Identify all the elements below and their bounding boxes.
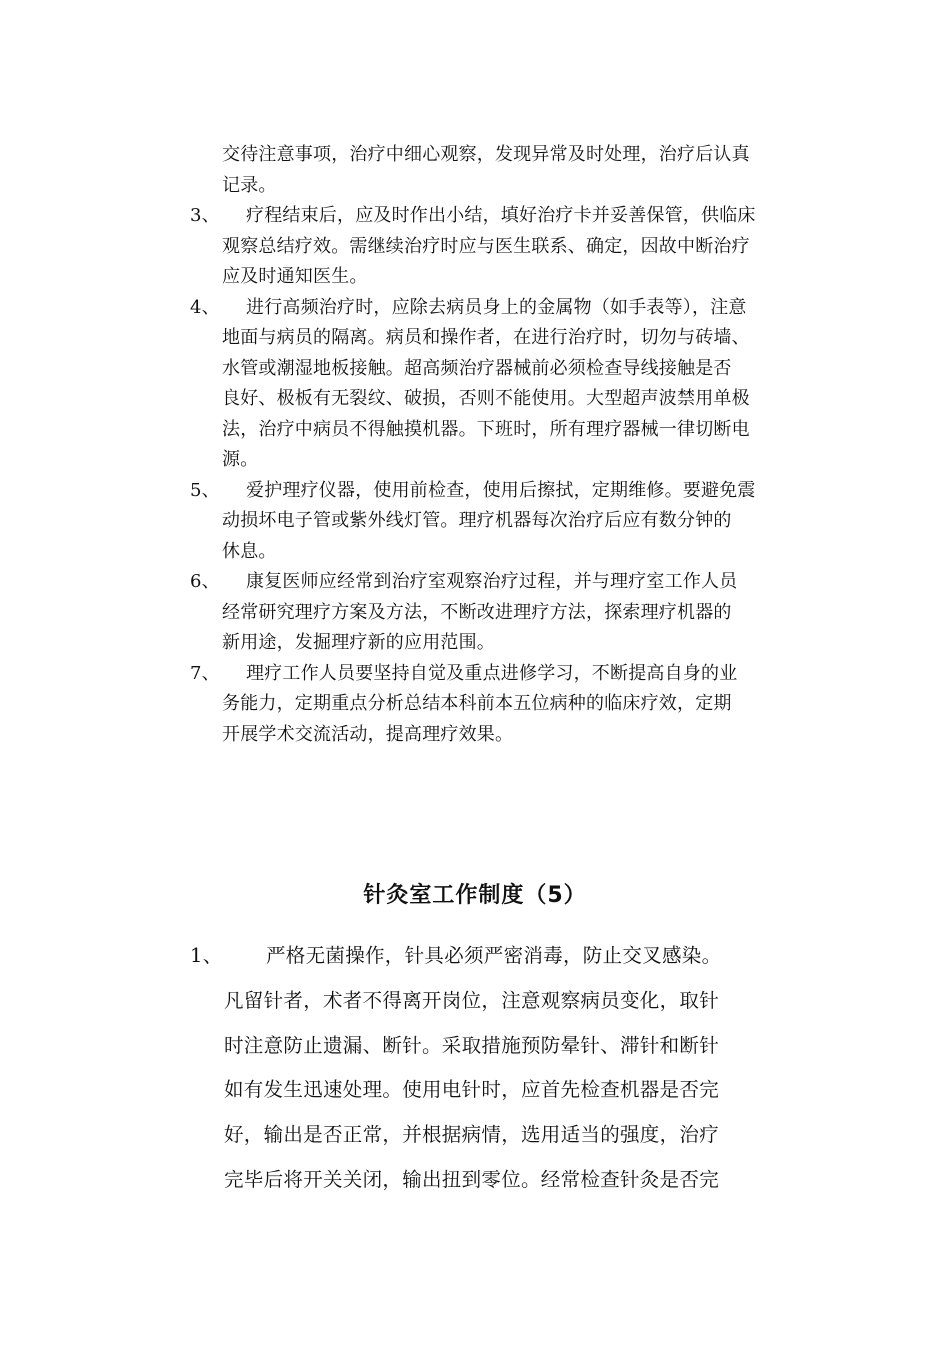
list-line — [190, 979, 810, 1024]
list-line — [190, 720, 790, 751]
list-line — [190, 384, 790, 415]
item-text-continuation: 交待注意事项，治疗中细心观察，发现异常及时处理，治疗后认真 — [222, 144, 750, 165]
list-line — [190, 506, 790, 537]
item-text: 理疗工作人员要坚持自觉及重点进修学习，不断提高自身的业 — [246, 662, 738, 684]
list-line — [190, 354, 790, 385]
item-text-continuation: 休息。 — [222, 540, 277, 562]
list-line — [190, 140, 790, 171]
list-line — [190, 1068, 810, 1113]
item-text-continuation: 记录。 — [222, 174, 277, 196]
list-line — [190, 1158, 810, 1203]
list-line — [190, 476, 790, 507]
list-line — [190, 598, 790, 629]
item-number: 4、 — [190, 296, 220, 318]
item-number: 1、 — [190, 944, 223, 967]
item-text: 进行高频治疗时，应除去病员身上的金属物（如手表等），注意 — [246, 296, 747, 318]
item-text-continuation: 法，治疗中病员不得触摸机器。下班时，所有理疗器械一律切断电 — [222, 418, 750, 440]
item-text-continuation: 时注意防止遗漏、断针。采取措施预防晕针、滞针和断针 — [224, 1033, 720, 1057]
item-number: 5、 — [190, 479, 220, 501]
item-text-continuation: 地面与病员的隔离。病员和操作者，在进行治疗时，切勿与砖墙、 — [222, 327, 750, 348]
list-line — [190, 445, 790, 476]
item-text-continuation: 凡留针者，术者不得离开岗位，注意观察病员变化，取针 — [224, 988, 720, 1012]
list-line — [190, 659, 790, 690]
list-line — [190, 537, 790, 568]
item-text: 疗程结束后，应及时作出小结，填好治疗卡并妥善保管，供临床 — [246, 205, 756, 226]
item-text-continuation: 观察总结疗效。需继续治疗时应与医生联系、确定，因故中断治疗 — [222, 235, 750, 257]
item-text-continuation: 应及时通知医生。 — [222, 266, 368, 287]
item-text-continuation: 好，输出是否正常，并根据病情，选用适当的强度，治疗 — [224, 1123, 720, 1147]
item-text-continuation: 如有发生迅速处理。使用电针时，应首先检查机器是否完 — [224, 1078, 720, 1102]
item-text-continuation: 务能力，定期重点分析总结本科前本五位病种的临床疗效，定期 — [222, 693, 732, 714]
list-line — [190, 1113, 810, 1158]
item-text-continuation: 源。 — [222, 449, 259, 470]
item-text-continuation: 经常研究理疗方案及方法，不断改进理疗方法，探索理疗机器的 — [222, 601, 732, 623]
acupuncture-rules-list — [190, 934, 810, 1203]
list-line — [190, 567, 790, 598]
item-text-continuation: 良好、极板有无裂纹、破损，否则不能使用。大型超声波禁用单极 — [222, 388, 750, 409]
item-text: 严格无菌操作，针具必须严密消毒，防止交叉感染。 — [266, 944, 722, 967]
list-line — [190, 262, 790, 293]
item-text-continuation: 完毕后将开关关闭，输出扭到零位。经常检查针灸是否完 — [224, 1167, 720, 1191]
item-text: 爱护理疗仪器，使用前检查，使用后擦拭，定期维修。要避免震 — [246, 479, 756, 501]
item-text: 康复医师应经常到治疗室观察治疗过程，并与理疗室工作人员 — [246, 571, 738, 592]
section-heading: 针灸室工作制度（5） — [363, 883, 587, 908]
list-line — [190, 689, 790, 720]
list-line — [190, 1024, 810, 1069]
list-line — [190, 171, 790, 202]
physiotherapy-rules-list — [190, 140, 790, 750]
list-line — [190, 415, 790, 446]
item-text-continuation: 新用途，发掘理疗新的应用范围。 — [222, 632, 495, 653]
list-line — [190, 934, 810, 979]
list-line — [190, 323, 790, 354]
list-line — [190, 293, 790, 324]
item-text-continuation: 开展学术交流活动，提高理疗效果。 — [222, 723, 514, 745]
item-text-continuation: 水管或潮湿地板接触。超高频治疗器械前必须检查导线接触是否 — [222, 357, 732, 379]
item-number: 6、 — [190, 571, 220, 592]
list-line — [190, 628, 790, 659]
list-line — [190, 232, 790, 263]
item-number: 3、 — [190, 205, 220, 226]
list-line — [190, 201, 790, 232]
item-text-continuation: 动损坏电子管或紫外线灯管。理疗机器每次治疗后应有数分钟的 — [222, 510, 732, 531]
item-number: 7、 — [190, 662, 220, 684]
